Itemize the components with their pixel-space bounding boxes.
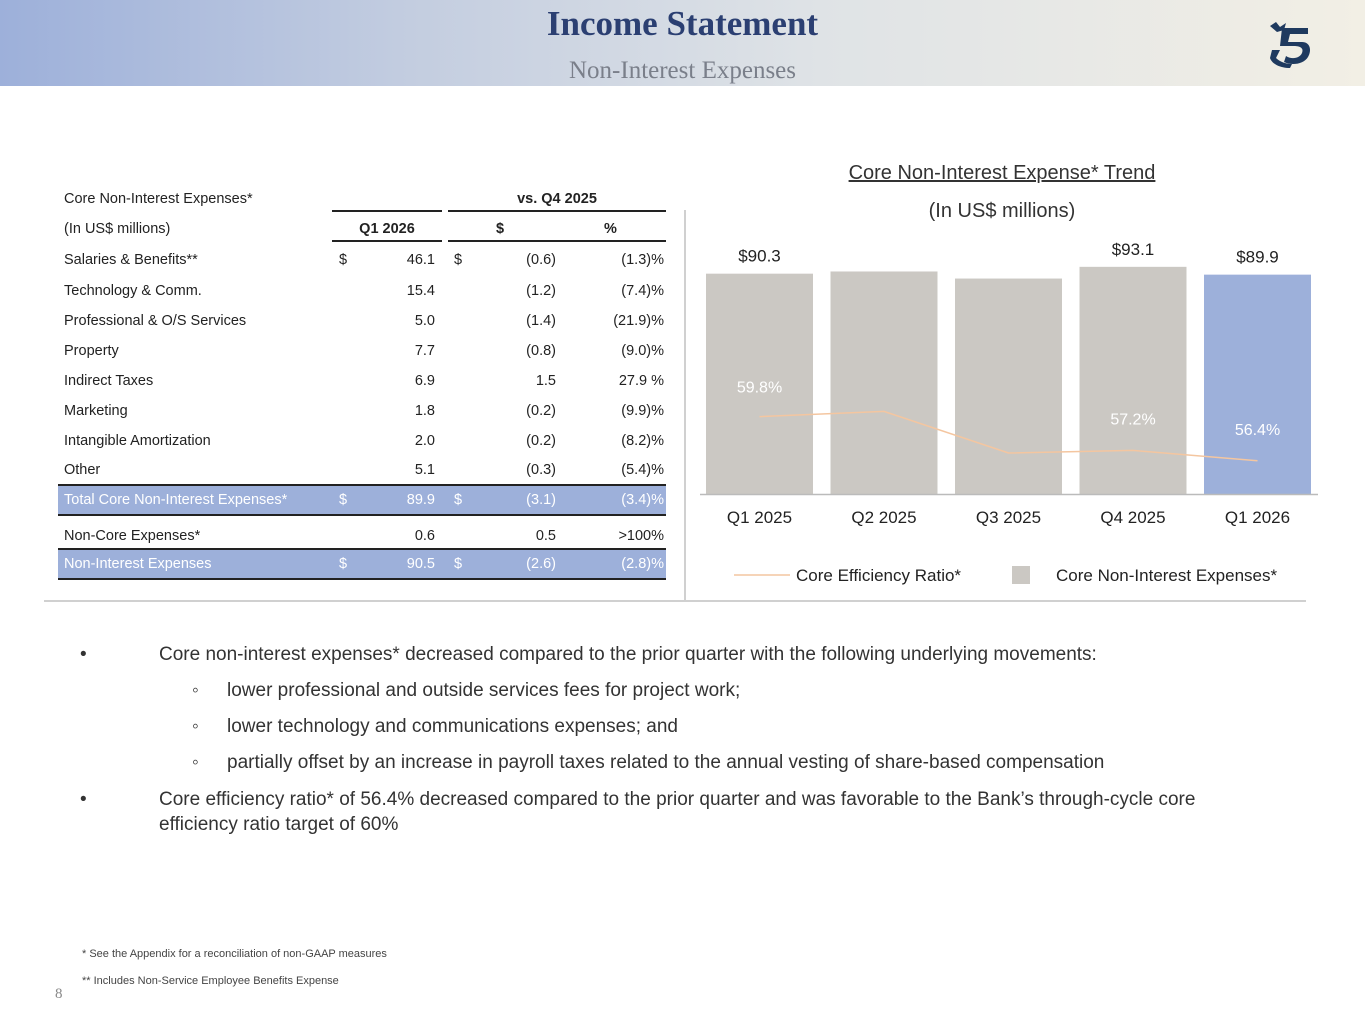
bullet-text: partially offset by an increase in payroll taxes related to the annual vesting of share-based compensation bbox=[227, 752, 1105, 773]
row-change-dollar: 0.5 bbox=[535, 528, 556, 544]
row-dollar-sign: $ bbox=[454, 492, 463, 508]
bullet-marker: • bbox=[80, 789, 87, 810]
row-dollar-sign: $ bbox=[339, 252, 348, 268]
bar-q1-2026 bbox=[1204, 275, 1311, 494]
table-row bbox=[58, 306, 666, 336]
row-q1-value: 1.8 bbox=[414, 403, 435, 419]
row-label: Marketing bbox=[64, 403, 128, 419]
row-change-pct: (7.4)% bbox=[621, 283, 664, 299]
row-label: Professional & O/S Services bbox=[64, 313, 247, 329]
row-change-pct: (8.2)% bbox=[621, 433, 664, 449]
row-dollar-sign: $ bbox=[454, 252, 463, 268]
header-band bbox=[0, 0, 1365, 86]
total-core-row bbox=[58, 484, 666, 516]
row-label: Non-Interest Expenses bbox=[64, 556, 212, 572]
row-change-pct: >100% bbox=[618, 528, 664, 544]
row-label: Indirect Taxes bbox=[64, 373, 154, 389]
non-interest-expenses-row bbox=[58, 548, 666, 580]
page-subtitle: Non-Interest Expenses bbox=[568, 57, 796, 84]
legend-label: Core Non-Interest Expenses* bbox=[1056, 566, 1278, 585]
row-q1-value: 46.1 bbox=[406, 252, 435, 268]
row-change-dollar: (0.8) bbox=[526, 343, 556, 359]
bar-value-label: $90.3 bbox=[738, 246, 781, 266]
row-change-dollar: (1.2) bbox=[526, 283, 556, 299]
expense-trend-chart bbox=[690, 235, 1330, 590]
page-number: 8 bbox=[55, 986, 63, 1002]
row-change-dollar: (0.2) bbox=[526, 433, 556, 449]
row-change-dollar: (3.1) bbox=[526, 492, 556, 508]
category-tick-label: Q4 2025 bbox=[1100, 508, 1166, 527]
table-row bbox=[58, 396, 666, 426]
table-header-group: vs. Q4 2025 bbox=[517, 191, 597, 207]
table-row bbox=[58, 276, 666, 306]
row-dollar-sign: $ bbox=[339, 556, 348, 572]
row-q1-value: 89.9 bbox=[406, 492, 435, 508]
row-change-dollar: (1.4) bbox=[526, 313, 556, 329]
row-label: Non-Core Expenses* bbox=[64, 528, 201, 544]
table-unit-label: (In US$ millions) bbox=[64, 221, 171, 237]
bar-q4-2025 bbox=[1080, 267, 1187, 494]
category-tick-label: Q3 2025 bbox=[975, 508, 1042, 527]
row-change-pct: 27.9 % bbox=[618, 373, 664, 389]
bullet-text: Core efficiency ratio* of 56.4% decreased compared to the prior quarter and was favorable to the Bank’s through-cycle core bbox=[159, 789, 1196, 810]
bar-value-label: $93.1 bbox=[1111, 239, 1155, 259]
header-rule bbox=[332, 210, 442, 212]
row-q1-value: 6.9 bbox=[414, 373, 435, 389]
footnote: * See the Appendix for a reconciliation of non-GAAP measures bbox=[82, 948, 387, 960]
chart-subtitle: (In US$ millions) bbox=[928, 200, 1076, 222]
bar-q2-2025 bbox=[831, 271, 938, 494]
vertical-divider bbox=[684, 210, 686, 602]
table-row bbox=[58, 336, 666, 366]
category-tick-label: Q1 2025 bbox=[726, 508, 793, 527]
row-label: Other bbox=[64, 462, 101, 478]
row-change-pct: (9.9)% bbox=[621, 403, 664, 419]
row-q1-value: 7.7 bbox=[414, 343, 435, 359]
bullet-text: lower professional and outside services fees for project work; bbox=[227, 680, 741, 701]
table-row bbox=[58, 521, 666, 551]
table-row bbox=[58, 245, 666, 275]
row-q1-value: 2.0 bbox=[414, 433, 435, 449]
bar-q3-2025 bbox=[955, 279, 1062, 494]
col-header-dollar: $ bbox=[496, 221, 505, 237]
row-dollar-sign: $ bbox=[339, 492, 348, 508]
bullet-marker: • bbox=[80, 644, 87, 665]
row-q1-value: 5.1 bbox=[414, 462, 435, 478]
row-change-pct: (1.3)% bbox=[621, 252, 664, 268]
row-change-dollar: 1.5 bbox=[535, 373, 556, 389]
footnote: ** Includes Non-Service Employee Benefits Expense bbox=[82, 975, 339, 987]
page-title: Income Statement bbox=[546, 4, 819, 43]
row-q1-value: 0.6 bbox=[414, 528, 435, 544]
bullet-marker: ◦ bbox=[192, 752, 199, 773]
bullet-text: Core non-interest expenses* decreased compared to the prior quarter with the following underlying movements: bbox=[159, 644, 1097, 665]
row-label: Technology & Comm. bbox=[64, 283, 202, 299]
table-row bbox=[58, 366, 666, 396]
row-change-dollar: (0.2) bbox=[526, 403, 556, 419]
efficiency-ratio-label: 59.8% bbox=[736, 379, 783, 397]
table-row bbox=[58, 455, 666, 485]
bullet-text-continued: efficiency ratio target of 60% bbox=[159, 814, 399, 835]
table-header-label: Core Non-Interest Expenses* bbox=[64, 191, 253, 207]
row-label: Total Core Non-Interest Expenses* bbox=[64, 492, 288, 508]
header-rule bbox=[332, 240, 442, 242]
row-change-dollar: (0.3) bbox=[526, 462, 556, 478]
header-rule bbox=[448, 210, 666, 212]
bullet-marker: ◦ bbox=[192, 716, 199, 737]
row-change-dollar: (2.6) bbox=[526, 556, 556, 572]
row-change-dollar: (0.6) bbox=[526, 252, 556, 268]
row-label: Property bbox=[64, 343, 119, 359]
chart-title: Core Non-Interest Expense* Trend bbox=[848, 162, 1156, 184]
row-change-pct: (3.4)% bbox=[621, 492, 664, 508]
row-q1-value: 15.4 bbox=[406, 283, 435, 299]
efficiency-ratio-label: 57.2% bbox=[1110, 411, 1156, 429]
row-label: Salaries & Benefits** bbox=[64, 252, 198, 268]
row-q1-value: 90.5 bbox=[406, 556, 435, 572]
col-header-pct: % bbox=[604, 221, 617, 237]
header-rule bbox=[448, 240, 666, 242]
bar-value-label: $89.9 bbox=[1236, 247, 1279, 267]
legend-box-swatch bbox=[1012, 566, 1030, 584]
col-header-q1: Q1 2026 bbox=[359, 221, 415, 237]
efficiency-ratio-label: 56.4% bbox=[1234, 421, 1281, 439]
table-row bbox=[58, 426, 666, 456]
bullet-marker: ◦ bbox=[192, 680, 199, 701]
bullet-text: lower technology and communications expenses; and bbox=[227, 716, 678, 737]
row-dollar-sign: $ bbox=[454, 556, 463, 572]
row-label: Intangible Amortization bbox=[64, 433, 211, 449]
bank-lion-logo-icon bbox=[1262, 20, 1316, 70]
category-tick-label: Q1 2026 bbox=[1224, 508, 1291, 527]
row-change-pct: (5.4)% bbox=[621, 462, 664, 478]
category-tick-label: Q2 2025 bbox=[851, 508, 917, 527]
horizontal-divider bbox=[44, 600, 1306, 602]
row-change-pct: (9.0)% bbox=[621, 343, 664, 359]
row-change-pct: (21.9)% bbox=[613, 313, 664, 329]
row-q1-value: 5.0 bbox=[414, 313, 435, 329]
legend-label: Core Efficiency Ratio* bbox=[796, 566, 962, 585]
row-change-pct: (2.8)% bbox=[621, 556, 664, 572]
